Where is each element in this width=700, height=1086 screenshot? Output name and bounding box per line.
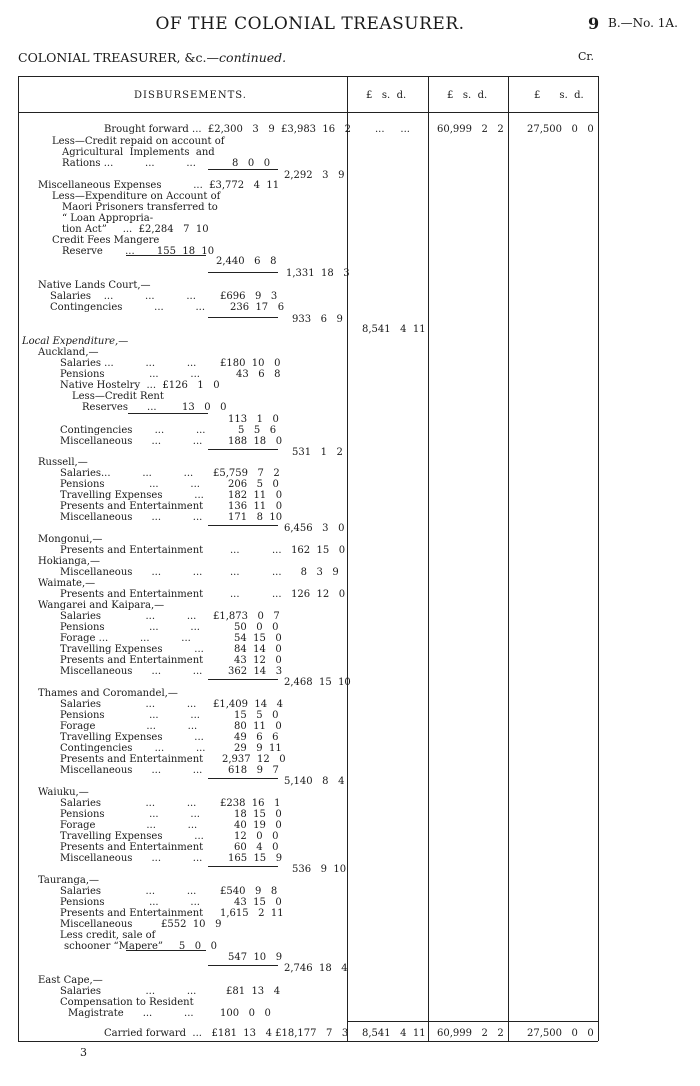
subtotal-rule <box>208 965 278 966</box>
ledger-entry: Contingencies ... ... <box>50 302 206 313</box>
currency-heading: £ s. d. <box>534 90 584 101</box>
subtotal-rule <box>208 679 278 680</box>
ledger-entry: Rations ... ... ... <box>62 158 196 169</box>
ledger-entry: Contingencies ... ... <box>60 425 206 436</box>
ledger-entry: Presents and Entertainment <box>60 754 204 765</box>
ledger-amount: 182 11 0 <box>228 490 283 501</box>
sheet-number: 3 <box>80 1046 87 1059</box>
ledger-amount: 100 0 0 <box>220 1008 271 1019</box>
ledger-entry: Pensions ... ... <box>60 479 200 490</box>
subtotal-rule <box>128 413 208 414</box>
ledger-entry: Presents and Entertainment <box>60 545 204 556</box>
carried-forward-rule <box>347 1021 598 1022</box>
ledger-entry: Forage ... ... <box>60 721 198 732</box>
section-subtitle <box>18 50 286 65</box>
ledger-entry: Waiuku,— <box>38 787 89 798</box>
subtotal-rule <box>208 525 278 526</box>
ledger-entry: Local Expenditure,— <box>22 336 129 347</box>
ledger-amount: 27,500 0 0 <box>527 124 594 135</box>
ledger-amount: 80 11 0 <box>234 721 282 732</box>
ledger-amount: 165 15 9 <box>228 853 283 864</box>
currency-heading: £ s. d. <box>366 90 407 101</box>
ledger-amount: ... ... <box>375 124 410 135</box>
ledger-entry: Pensions ... ... <box>60 369 200 380</box>
ledger-entry: 113 1 0 <box>228 414 279 425</box>
ledger-entry: 6,456 3 0 <box>284 523 345 534</box>
subtotal-rule <box>208 169 278 170</box>
ledger-entry: Tauranga,— <box>38 875 100 886</box>
ledger-amount: 60,999 2 2 <box>437 1028 504 1039</box>
ledger-entry: Hokianga,— <box>38 556 100 567</box>
ledger-amount: 43 6 8 <box>236 369 281 380</box>
ledger-entry: Contingencies ... ... <box>60 743 206 754</box>
ledger-amount: 84 14 0 <box>234 644 282 655</box>
ledger-amount: 12 0 0 <box>234 831 279 842</box>
ledger-entry: Salaries... ... ... <box>60 468 194 479</box>
ledger-amount: 1,615 2 11 <box>220 908 284 919</box>
ledger-amount: 29 9 11 <box>234 743 282 754</box>
ledger-entry: Salaries ... ... <box>60 986 197 997</box>
ledger-entry: Pensions ... ... <box>60 897 200 908</box>
ledger-amount: 43 12 0 <box>234 655 282 666</box>
ledger-entry: Salaries ... ... <box>60 886 197 897</box>
ledger-entry: Thames and Coromandel,— <box>38 688 178 699</box>
ledger-entry: Less—Credit Rent <box>72 391 164 402</box>
ledger-entry: 2,468 15 10 <box>284 677 351 688</box>
ledger-amount: 2,937 12 0 <box>222 754 286 765</box>
ledger-entry: 8,541 4 11 <box>362 324 426 335</box>
ledger-amount: 54 15 0 <box>234 633 282 644</box>
ledger-entry: Salaries ... ... <box>60 699 197 710</box>
ledger-entry: schooner “Mapere” 5 0 0 <box>64 941 218 952</box>
ledger-amount: 618 9 7 <box>228 765 279 776</box>
ledger-entry: 2,746 18 4 <box>284 963 348 974</box>
ledger-amount: 60 4 0 <box>234 842 279 853</box>
ledger-amount: ... 126 12 0 <box>272 589 346 600</box>
ledger-amount: 18 15 0 <box>234 809 282 820</box>
ledger-entry: Waimate,— <box>38 578 96 589</box>
ledger-amount: 49 6 6 <box>234 732 279 743</box>
subtotal-rule <box>208 272 278 273</box>
ledger-amount: ... <box>230 567 240 578</box>
ledger-amount: £81 13 4 <box>226 986 281 997</box>
ledger-amount: 8 0 0 <box>232 158 271 169</box>
ledger-entry: tion Act” ... £2,284 7 10 <box>62 224 209 235</box>
subtitle-main: COLONIAL TREASURER, &c.— <box>18 50 220 65</box>
ledger-amount: 188 18 0 <box>228 436 283 447</box>
ledger-entry: Carried forward ... £181 13 4 £18,177 7 3 <box>104 1028 349 1039</box>
ledger-amount: £5,759 7 2 <box>213 468 280 479</box>
ledger-entry: Less credit, sale of <box>60 930 156 941</box>
ledger-amount: £696 9 3 <box>220 291 278 302</box>
ledger-entry: Miscellaneous ... ... <box>60 512 203 523</box>
ledger-entry: Miscellaneous ... ... <box>60 567 203 578</box>
ledger-entry: Miscellaneous ... ... <box>60 765 203 776</box>
ledger-amount: 27,500 0 0 <box>527 1028 594 1039</box>
ledger-entry: Reserve ... 155 18 10 <box>62 246 215 257</box>
ledger-entry: Miscellaneous ... ... <box>60 436 203 447</box>
ledger-entry: Pensions ... ... <box>60 622 200 633</box>
ledger-entry: Presents and Entertainment <box>60 501 204 512</box>
ledger-amount: 236 17 6 <box>230 302 285 313</box>
ledger-amount: ... 162 15 0 <box>272 545 346 556</box>
ledger-entry: Pensions ... ... <box>60 710 200 721</box>
ledger-entry: Miscellaneous ... ... <box>60 666 203 677</box>
ledger-entry: Native Lands Court,— <box>38 280 151 291</box>
ledger-amount: 5 5 6 <box>238 425 277 436</box>
ledger-entry: 1,331 18 3 <box>286 268 350 279</box>
ledger-entry: Salaries ... ... ... <box>50 291 196 302</box>
column-divider <box>347 76 348 1041</box>
column-divider <box>428 76 429 1041</box>
ledger-entry: Miscellaneous Expenses ... £3,772 4 11 <box>38 180 280 191</box>
page-number: 9 <box>588 14 600 33</box>
ledger-entry: “ Loan Appropria- <box>62 213 154 224</box>
ledger-amount: £1,873 0 7 <box>213 611 280 622</box>
ledger-amount: ... <box>230 545 240 556</box>
ledger-entry: Presents and Entertainment <box>60 842 204 853</box>
table-top-rule <box>18 76 598 77</box>
ledger-entry: Forage ... ... ... <box>60 633 191 644</box>
ledger-entry: Compensation to Resident <box>60 997 194 1008</box>
ledger-entry: East Cape,— <box>38 975 103 986</box>
ledger-amount: 8,541 4 11 <box>362 1028 426 1039</box>
table-right-border <box>598 76 599 1041</box>
ledger-entry: 547 10 9 <box>228 952 283 963</box>
ledger-entry: 2,292 3 9 <box>284 170 345 181</box>
ledger-entry: Travelling Expenses ... <box>60 644 204 655</box>
document-reference: B.—No. 1A. <box>608 16 678 30</box>
ledger-entry: Agricultural Implements and <box>62 147 215 158</box>
ledger-entry: Mongonui,— <box>38 534 103 545</box>
ledger-entry: 536 9 10 <box>292 864 347 875</box>
subtotal-rule <box>208 778 278 779</box>
ledger-entry: Travelling Expenses ... <box>60 490 204 501</box>
ledger-entry: Presents and Entertainment <box>60 908 204 919</box>
ledger-entry: Salaries ... ... ... <box>60 358 197 369</box>
ledger-entry: Forage ... ... <box>60 820 198 831</box>
ledger-amount: 136 11 0 <box>228 501 283 512</box>
ledger-amount: 171 8 10 <box>228 512 283 523</box>
column-divider <box>508 76 509 1041</box>
ledger-entry: Reserves ... 13 0 0 <box>82 402 227 413</box>
ledger-entry: Travelling Expenses ... <box>60 831 204 842</box>
ledger-entry: Credit Fees Mangere <box>52 235 160 246</box>
ledger-amount: 15 5 0 <box>234 710 279 721</box>
ledger-entry: Miscellaneous £552 10 9 <box>60 919 222 930</box>
ledger-amount: 43 15 0 <box>234 897 282 908</box>
ledger-amount: £180 10 0 <box>220 358 281 369</box>
ledger-entry: Native Hostelry ... £126 1 0 <box>60 380 220 391</box>
ledger-amount: 362 14 3 <box>228 666 283 677</box>
ledger-entry: Magistrate ... ... <box>68 1008 194 1019</box>
ledger-entry: Less—Credit repaid on account of <box>52 136 225 147</box>
ledger-amount: ... 8 3 9 <box>272 567 339 578</box>
credit-side-label: Cr. <box>578 50 594 63</box>
subtitle-continued: continued. <box>219 50 287 65</box>
ledger-amount: 206 5 0 <box>228 479 279 490</box>
ledger-entry: Brought forward ... £2,300 3 9 £3,983 16 2 <box>104 124 352 135</box>
ledger-entry: Russell,— <box>38 457 88 468</box>
ledger-entry: 2,440 6 8 <box>216 256 277 267</box>
page-title: OF THE COLONIAL TREASURER. <box>155 14 465 34</box>
ledger-entry: 531 1 2 <box>292 447 343 458</box>
ledger-entry: Pensions ... ... <box>60 809 200 820</box>
ledger-amount: £1,409 14 4 <box>213 699 283 710</box>
ledger-entry: Less—Expenditure on Account of <box>52 191 221 202</box>
ledger-entry: Travelling Expenses ... <box>60 732 204 743</box>
ledger-amount: 40 19 0 <box>234 820 282 831</box>
ledger-entry: Wangarei and Kaipara,— <box>38 600 165 611</box>
subtotal-rule <box>208 866 278 867</box>
ledger-entry: Maori Prisoners transferred to <box>62 202 218 213</box>
ledger-entry: Presents and Entertainment <box>60 589 204 600</box>
disbursements-heading: DISBURSEMENTS. <box>134 90 247 101</box>
ledger-entry: Salaries ... ... <box>60 611 197 622</box>
ledger-entry: Presents and Entertainment <box>60 655 204 666</box>
ledger-entry: Auckland,— <box>38 347 99 358</box>
ledger-entry: 933 6 9 <box>292 314 343 325</box>
subtotal-rule <box>208 317 278 318</box>
ledger-amount: ... <box>230 589 240 600</box>
ledger-amount: £540 9 8 <box>220 886 278 897</box>
table-header-rule <box>18 112 598 113</box>
ledger-entry: 5,140 8 4 <box>284 776 345 787</box>
ledger-amount: 60,999 2 2 <box>437 124 504 135</box>
ledger-entry: Miscellaneous ... ... <box>60 853 203 864</box>
ledger-amount: £238 16 1 <box>220 798 281 809</box>
table-left-border <box>18 76 19 1041</box>
ledger-amount: 50 0 0 <box>234 622 279 633</box>
table-bottom-rule <box>18 1041 598 1042</box>
subtotal-rule <box>208 449 278 450</box>
currency-heading: £ s. d. <box>447 90 488 101</box>
ledger-entry: Salaries ... ... <box>60 798 197 809</box>
